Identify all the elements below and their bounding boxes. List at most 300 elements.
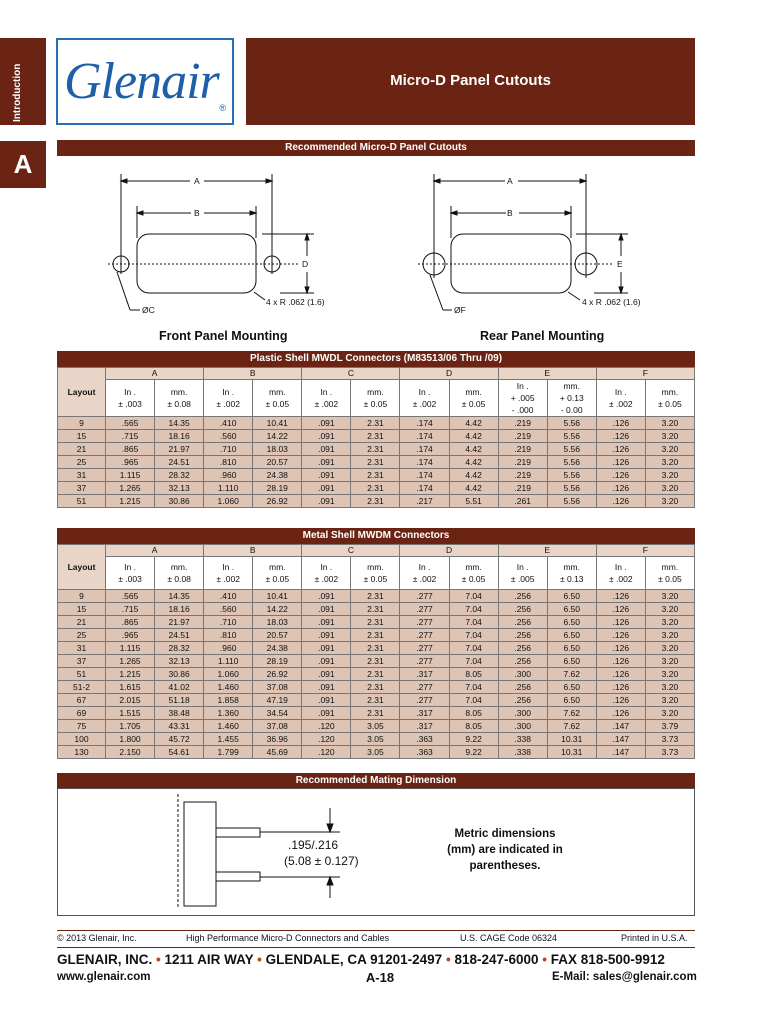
value-cell: .277 <box>400 590 449 603</box>
unit-header: mm. ± 0.13 <box>547 557 596 590</box>
value-cell: 2.31 <box>351 655 400 668</box>
value-cell: .277 <box>400 694 449 707</box>
value-cell: 6.50 <box>547 603 596 616</box>
table-row <box>58 655 695 668</box>
value-cell: .256 <box>498 655 547 668</box>
value-cell: .174 <box>400 456 449 469</box>
value-cell: 9.22 <box>449 746 498 759</box>
value-cell: 7.62 <box>547 707 596 720</box>
value-cell: .126 <box>596 495 645 508</box>
city-address: GLENDALE, CA 91201-2497 <box>265 952 443 967</box>
value-cell: .277 <box>400 603 449 616</box>
unit-header: In . ± .002 <box>302 380 351 417</box>
value-cell: 7.04 <box>449 655 498 668</box>
unit-header: mm. ± 0.05 <box>253 380 302 417</box>
unit-header: mm. ± 0.05 <box>253 557 302 590</box>
value-cell: 18.03 <box>253 616 302 629</box>
group-header: B <box>204 545 302 557</box>
svg-text:A: A <box>194 176 200 186</box>
layout-cell: 75 <box>58 720 106 733</box>
value-cell: .256 <box>498 616 547 629</box>
value-cell: 6.50 <box>547 590 596 603</box>
value-cell: .091 <box>302 443 351 456</box>
value-cell: .120 <box>302 746 351 759</box>
value-cell: 3.20 <box>645 495 694 508</box>
value-cell: 28.32 <box>155 642 204 655</box>
value-cell: 30.86 <box>155 495 204 508</box>
value-cell: 14.22 <box>253 603 302 616</box>
value-cell: 3.20 <box>645 430 694 443</box>
website-link[interactable]: www.glenair.com <box>57 971 151 983</box>
table-row <box>58 746 695 759</box>
value-cell: 2.31 <box>351 469 400 482</box>
value-cell: .338 <box>498 746 547 759</box>
value-cell: 2.31 <box>351 694 400 707</box>
svg-text:ØC: ØC <box>142 305 155 315</box>
value-cell: .965 <box>106 456 155 469</box>
svg-text:B: B <box>194 208 200 218</box>
value-cell: 1.110 <box>204 482 253 495</box>
layout-cell: 15 <box>58 430 106 443</box>
value-cell: .217 <box>400 495 449 508</box>
value-cell: 45.72 <box>155 733 204 746</box>
unit-header: In . ± .002 <box>596 380 645 417</box>
value-cell: 3.20 <box>645 668 694 681</box>
value-cell: 3.20 <box>645 590 694 603</box>
value-cell: 28.32 <box>155 469 204 482</box>
value-cell: 2.31 <box>351 590 400 603</box>
table-row <box>58 443 695 456</box>
value-cell: .126 <box>596 443 645 456</box>
value-cell: .565 <box>106 590 155 603</box>
value-cell: 5.56 <box>547 469 596 482</box>
address-line: GLENAIR, INC. • 1211 AIR WAY • GLENDALE, CA 91201-2497 • 818-247-6000 • FAX 818-500-9912 <box>57 952 665 967</box>
street-address: 1211 AIR WAY <box>164 952 254 967</box>
value-cell: .219 <box>498 430 547 443</box>
layout-cell: 25 <box>58 629 106 642</box>
value-cell: 24.38 <box>253 469 302 482</box>
value-cell: .960 <box>204 469 253 482</box>
metal-table-title: Metal Shell MWDM Connectors <box>57 528 695 544</box>
value-cell: .715 <box>106 603 155 616</box>
value-cell: .091 <box>302 642 351 655</box>
group-header: C <box>302 368 400 380</box>
section-letter-tab: A <box>0 141 46 188</box>
layout-cell: 21 <box>58 443 106 456</box>
group-header: D <box>400 368 498 380</box>
value-cell: .261 <box>498 495 547 508</box>
value-cell: .300 <box>498 720 547 733</box>
value-cell: 7.04 <box>449 603 498 616</box>
value-cell: 1.060 <box>204 495 253 508</box>
layout-cell: 31 <box>58 642 106 655</box>
value-cell: 7.04 <box>449 616 498 629</box>
value-cell: 37.08 <box>253 681 302 694</box>
unit-header: mm. ± 0.08 <box>155 380 204 417</box>
value-cell: 2.31 <box>351 707 400 720</box>
group-header: D <box>400 545 498 557</box>
value-cell: .091 <box>302 603 351 616</box>
value-cell: .256 <box>498 590 547 603</box>
value-cell: 20.57 <box>253 456 302 469</box>
value-cell: 2.31 <box>351 603 400 616</box>
svg-text:A: A <box>507 176 513 186</box>
value-cell: .560 <box>204 430 253 443</box>
rear-panel-label: Rear Panel Mounting <box>480 329 605 343</box>
layout-cell: 51 <box>58 668 106 681</box>
value-cell: 43.31 <box>155 720 204 733</box>
value-cell: 6.50 <box>547 642 596 655</box>
svg-text:B: B <box>507 208 513 218</box>
value-cell: .219 <box>498 469 547 482</box>
value-cell: 9.22 <box>449 733 498 746</box>
table-row <box>58 681 695 694</box>
value-cell: 5.56 <box>547 417 596 430</box>
value-cell: 2.31 <box>351 629 400 642</box>
value-cell: .126 <box>596 590 645 603</box>
table-row <box>58 694 695 707</box>
value-cell: .410 <box>204 417 253 430</box>
value-cell: 1.799 <box>204 746 253 759</box>
table-row <box>58 469 695 482</box>
value-cell: 4.42 <box>449 443 498 456</box>
copyright: © 2013 Glenair, Inc. <box>57 933 137 943</box>
value-cell: .091 <box>302 629 351 642</box>
value-cell: .256 <box>498 603 547 616</box>
layout-header: Layout <box>58 368 106 417</box>
group-header: A <box>106 368 204 380</box>
value-cell: .277 <box>400 629 449 642</box>
value-cell: .960 <box>204 642 253 655</box>
value-cell: 3.20 <box>645 469 694 482</box>
front-cutout-drawing <box>108 174 325 315</box>
value-cell: .300 <box>498 707 547 720</box>
value-cell: 7.04 <box>449 681 498 694</box>
layout-cell: 9 <box>58 417 106 430</box>
footer-divider <box>57 930 695 931</box>
plastic-table-title: Plastic Shell MWDL Connectors (M83513/06 Thru /09) <box>57 351 695 367</box>
value-cell: .277 <box>400 655 449 668</box>
table-row <box>58 720 695 733</box>
unit-header: In . ± .002 <box>204 557 253 590</box>
value-cell: 7.04 <box>449 694 498 707</box>
value-cell: 6.50 <box>547 694 596 707</box>
layout-header: Layout <box>58 545 106 590</box>
value-cell: 5.56 <box>547 456 596 469</box>
cutouts-section-title: Recommended Micro-D Panel Cutouts <box>57 140 695 156</box>
unit-header: mm. ± 0.05 <box>645 380 694 417</box>
value-cell: 4.42 <box>449 417 498 430</box>
value-cell: .174 <box>400 417 449 430</box>
layout-cell: 100 <box>58 733 106 746</box>
footer-divider-2 <box>57 947 695 948</box>
panel-cutout-diagrams <box>100 168 680 328</box>
table-row <box>58 642 695 655</box>
unit-header: In . ± .002 <box>204 380 253 417</box>
value-cell: 10.31 <box>547 746 596 759</box>
value-cell: 5.56 <box>547 430 596 443</box>
value-cell: 4.42 <box>449 469 498 482</box>
value-cell: 3.73 <box>645 733 694 746</box>
value-cell: 1.460 <box>204 681 253 694</box>
value-cell: 3.20 <box>645 694 694 707</box>
value-cell: .091 <box>302 417 351 430</box>
value-cell: .560 <box>204 603 253 616</box>
unit-header: mm. + 0.13 - 0.00 <box>547 380 596 417</box>
value-cell: 24.51 <box>155 629 204 642</box>
value-cell: 5.56 <box>547 482 596 495</box>
value-cell: 4.42 <box>449 482 498 495</box>
value-cell: 3.20 <box>645 482 694 495</box>
page-number: A-18 <box>365 970 395 985</box>
value-cell: .120 <box>302 733 351 746</box>
mating-dimension-drawing <box>160 790 380 915</box>
value-cell: 1.858 <box>204 694 253 707</box>
value-cell: 26.92 <box>253 668 302 681</box>
value-cell: 26.92 <box>253 495 302 508</box>
unit-header: mm. ± 0.05 <box>645 557 694 590</box>
value-cell: 24.38 <box>253 642 302 655</box>
layout-cell: 31 <box>58 469 106 482</box>
value-cell: 21.97 <box>155 616 204 629</box>
svg-text:4 x R .062 (1.6): 4 x R .062 (1.6) <box>582 297 641 307</box>
value-cell: 2.31 <box>351 417 400 430</box>
table-row <box>58 590 695 603</box>
value-cell: 3.20 <box>645 616 694 629</box>
layout-cell: 21 <box>58 616 106 629</box>
unit-header: mm. ± 0.05 <box>449 380 498 417</box>
value-cell: .338 <box>498 733 547 746</box>
value-cell: .091 <box>302 707 351 720</box>
value-cell: 1.800 <box>106 733 155 746</box>
value-cell: .300 <box>498 668 547 681</box>
value-cell: .147 <box>596 733 645 746</box>
table-row <box>58 482 695 495</box>
value-cell: 3.20 <box>645 681 694 694</box>
unit-header: In . + .005 - .000 <box>498 380 547 417</box>
value-cell: 47.19 <box>253 694 302 707</box>
email-link[interactable]: E-Mail: sales@glenair.com <box>552 971 697 983</box>
value-cell: .147 <box>596 746 645 759</box>
value-cell: 1.215 <box>106 495 155 508</box>
cage-code: U.S. CAGE Code 06324 <box>460 933 558 943</box>
value-cell: .126 <box>596 629 645 642</box>
value-cell: 5.51 <box>449 495 498 508</box>
table-row <box>58 616 695 629</box>
value-cell: .256 <box>498 629 547 642</box>
value-cell: 3.05 <box>351 746 400 759</box>
metal-shell-table <box>57 544 695 759</box>
value-cell: .410 <box>204 590 253 603</box>
value-cell: .219 <box>498 443 547 456</box>
value-cell: .126 <box>596 694 645 707</box>
value-cell: 14.22 <box>253 430 302 443</box>
value-cell: 1.215 <box>106 668 155 681</box>
value-cell: .865 <box>106 616 155 629</box>
value-cell: 1.115 <box>106 642 155 655</box>
value-cell: 2.31 <box>351 430 400 443</box>
value-cell: 2.015 <box>106 694 155 707</box>
value-cell: 41.02 <box>155 681 204 694</box>
value-cell: .126 <box>596 456 645 469</box>
unit-header: In . ± .003 <box>106 380 155 417</box>
table-row <box>58 668 695 681</box>
table-row <box>58 707 695 720</box>
value-cell: .126 <box>596 655 645 668</box>
value-cell: 3.20 <box>645 443 694 456</box>
value-cell: 2.31 <box>351 456 400 469</box>
value-cell: 18.03 <box>253 443 302 456</box>
value-cell: 1.265 <box>106 655 155 668</box>
value-cell: .091 <box>302 668 351 681</box>
value-cell: .965 <box>106 629 155 642</box>
value-cell: 6.50 <box>547 681 596 694</box>
value-cell: .126 <box>596 707 645 720</box>
value-cell: 24.51 <box>155 456 204 469</box>
value-cell: 5.56 <box>547 495 596 508</box>
value-cell: 1.110 <box>204 655 253 668</box>
value-cell: 4.42 <box>449 430 498 443</box>
layout-cell: 67 <box>58 694 106 707</box>
table-row <box>58 417 695 430</box>
value-cell: .126 <box>596 482 645 495</box>
value-cell: 3.20 <box>645 417 694 430</box>
value-cell: .363 <box>400 746 449 759</box>
layout-cell: 25 <box>58 456 106 469</box>
value-cell: .219 <box>498 417 547 430</box>
layout-cell: 130 <box>58 746 106 759</box>
value-cell: .091 <box>302 616 351 629</box>
value-cell: 30.86 <box>155 668 204 681</box>
table-row <box>58 456 695 469</box>
value-cell: 36.96 <box>253 733 302 746</box>
value-cell: .865 <box>106 443 155 456</box>
value-cell: 1.615 <box>106 681 155 694</box>
value-cell: .256 <box>498 642 547 655</box>
value-cell: 28.19 <box>253 482 302 495</box>
value-cell: .126 <box>596 417 645 430</box>
table-row <box>58 430 695 443</box>
value-cell: .091 <box>302 430 351 443</box>
value-cell: .174 <box>400 482 449 495</box>
value-cell: 3.79 <box>645 720 694 733</box>
value-cell: 32.13 <box>155 655 204 668</box>
value-cell: .277 <box>400 616 449 629</box>
value-cell: 1.455 <box>204 733 253 746</box>
value-cell: 6.50 <box>547 629 596 642</box>
value-cell: 20.57 <box>253 629 302 642</box>
value-cell: 8.05 <box>449 707 498 720</box>
unit-header: mm. ± 0.05 <box>351 557 400 590</box>
company-name: GLENAIR, INC. <box>57 952 153 967</box>
value-cell: 6.50 <box>547 655 596 668</box>
group-header: F <box>596 368 694 380</box>
value-cell: 5.56 <box>547 443 596 456</box>
unit-header: In . ± .003 <box>106 557 155 590</box>
value-cell: 2.31 <box>351 482 400 495</box>
series-title: High Performance Micro-D Connectors and Cables <box>186 933 390 943</box>
plastic-shell-table <box>57 367 695 508</box>
value-cell: 6.50 <box>547 616 596 629</box>
value-cell: 8.05 <box>449 668 498 681</box>
value-cell: 7.04 <box>449 629 498 642</box>
group-header: B <box>204 368 302 380</box>
section-tab-label: Introduction <box>12 63 23 122</box>
value-cell: 2.31 <box>351 495 400 508</box>
value-cell: .091 <box>302 482 351 495</box>
value-cell: 2.31 <box>351 642 400 655</box>
value-cell: 3.20 <box>645 655 694 668</box>
value-cell: 3.20 <box>645 629 694 642</box>
value-cell: 3.05 <box>351 733 400 746</box>
value-cell: 3.20 <box>645 642 694 655</box>
svg-text:.195/.216: .195/.216 <box>288 838 339 852</box>
value-cell: .317 <box>400 720 449 733</box>
value-cell: 51.18 <box>155 694 204 707</box>
svg-text:4 x R .062 (1.6): 4 x R .062 (1.6) <box>266 297 325 307</box>
table-row <box>58 733 695 746</box>
value-cell: 10.31 <box>547 733 596 746</box>
table-row <box>58 495 695 508</box>
value-cell: .256 <box>498 694 547 707</box>
unit-header: In . ± .002 <box>400 557 449 590</box>
value-cell: 3.20 <box>645 603 694 616</box>
page-title: Micro-D Panel Cutouts <box>390 72 551 89</box>
value-cell: 1.515 <box>106 707 155 720</box>
value-cell: 14.35 <box>155 590 204 603</box>
printed-in: Printed in U.S.A. <box>621 933 688 943</box>
value-cell: .174 <box>400 469 449 482</box>
unit-header: mm. ± 0.08 <box>155 557 204 590</box>
value-cell: 2.31 <box>351 443 400 456</box>
value-cell: 1.705 <box>106 720 155 733</box>
value-cell: .219 <box>498 482 547 495</box>
value-cell: 3.20 <box>645 456 694 469</box>
unit-header: mm. ± 0.05 <box>351 380 400 417</box>
value-cell: .810 <box>204 629 253 642</box>
value-cell: 21.97 <box>155 443 204 456</box>
group-header: F <box>596 545 694 557</box>
value-cell: .126 <box>596 642 645 655</box>
value-cell: 7.04 <box>449 642 498 655</box>
unit-header: In . ± .002 <box>302 557 351 590</box>
value-cell: 1.115 <box>106 469 155 482</box>
value-cell: .147 <box>596 720 645 733</box>
value-cell: .126 <box>596 681 645 694</box>
unit-header: In . ± .005 <box>498 557 547 590</box>
value-cell: .219 <box>498 456 547 469</box>
value-cell: 2.31 <box>351 681 400 694</box>
value-cell: 37.08 <box>253 720 302 733</box>
table-row <box>58 629 695 642</box>
value-cell: .277 <box>400 642 449 655</box>
value-cell: .710 <box>204 616 253 629</box>
layout-cell: 69 <box>58 707 106 720</box>
value-cell: 4.42 <box>449 456 498 469</box>
header-band <box>246 38 695 125</box>
phone-number: 818-247-6000 <box>454 952 539 967</box>
group-header: E <box>498 545 596 557</box>
value-cell: 7.62 <box>547 668 596 681</box>
mating-section-title: Recommended Mating Dimension <box>57 773 695 789</box>
table-row <box>58 603 695 616</box>
value-cell: 10.41 <box>253 417 302 430</box>
value-cell: .317 <box>400 668 449 681</box>
value-cell: 38.48 <box>155 707 204 720</box>
value-cell: 2.31 <box>351 668 400 681</box>
value-cell: 7.62 <box>547 720 596 733</box>
value-cell: .126 <box>596 469 645 482</box>
